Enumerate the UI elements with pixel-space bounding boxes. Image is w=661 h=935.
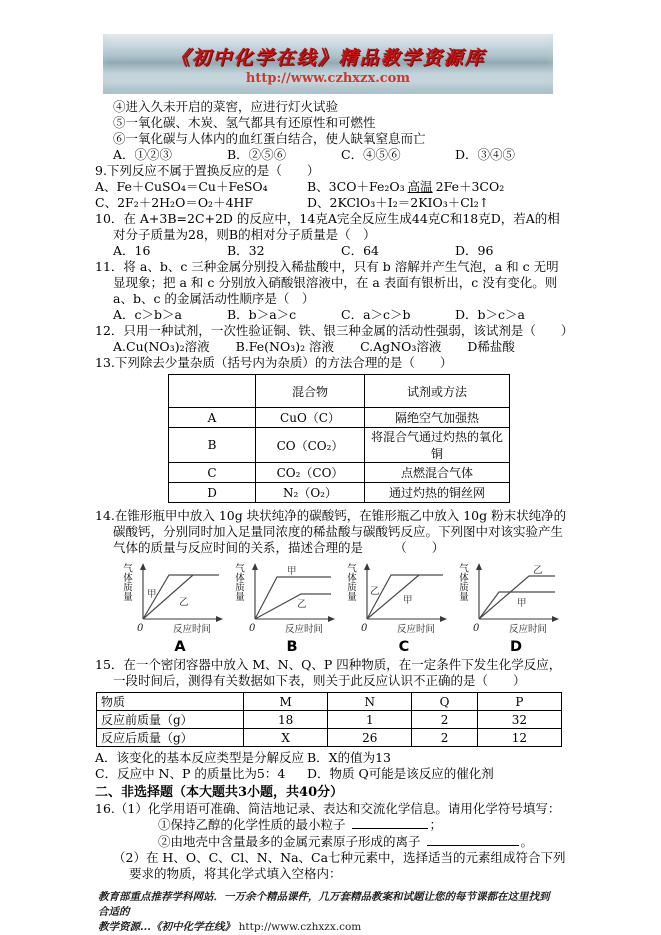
table-cell: CuO（C） xyxy=(256,408,365,428)
statement-circle4: ④进入久未开启的菜窖，应进行灯火试验 xyxy=(113,99,339,114)
q9-option-d: D、2KClO₃＋I₂＝2KIO₃＋Cl₂↑ xyxy=(307,195,490,210)
q16-part-2: （2）在 H、O、C、Cl、N、Na、Ca七种元素中，选择适当的元素组成符合下列要求的物质，将其化学式填入空格内： xyxy=(113,850,566,881)
table-cell xyxy=(169,375,256,408)
q9-option-a: A、Fe＋CuSO₄＝Cu＋FeSO₄ xyxy=(95,179,268,194)
table-cell: 18 xyxy=(244,711,328,729)
table-header-row xyxy=(97,693,562,711)
section-2-title: 二、非选择题（本大题共3小题，共40分） xyxy=(95,785,344,800)
question-8 xyxy=(95,99,569,163)
q9-stem: 9.下列反应不属于置换反应的是（ ） xyxy=(95,163,320,178)
footer-line-1: 教育部重点推荐学科网站．一万余个精品课件，几万套精品教案和试题让您的每节课都在这里找到合适的 xyxy=(98,891,550,918)
q10-stem: 10．在 A+3B=2C+2D 的反应中，14克A完全反应生成44克C和18克D，若A的相对分子质量为28，则B的相对分子质量是（ ） xyxy=(95,211,560,242)
q15-table xyxy=(96,692,562,747)
curve-label: 甲 xyxy=(286,566,297,577)
table-cell: 32 xyxy=(477,711,561,729)
footer-line-2: 教学资源...《初中化学在线》 xyxy=(98,921,235,933)
q15-option-b: B．X的值为13 xyxy=(307,750,391,765)
answer-blank-metal-ion[interactable] xyxy=(427,834,519,846)
table-cell: 隔绝空气加强热 xyxy=(365,408,510,428)
curve-label: 甲 xyxy=(516,598,527,609)
xaxis-label: 反应时间 xyxy=(396,624,435,635)
q16-sub1-punct: ； xyxy=(429,817,443,832)
q15-options-row-1 xyxy=(95,750,569,766)
banner-image xyxy=(103,34,553,94)
curve-label: 甲 xyxy=(146,589,157,600)
q9-options-row-2 xyxy=(95,195,569,211)
table-cell: X xyxy=(244,729,328,747)
table-cell: 2 xyxy=(412,729,477,747)
table-cell: B xyxy=(169,428,256,463)
q9-option-c: C、2F₂＋2H₂O＝O₂＋4HF xyxy=(95,195,254,210)
q11-option-d: D．b＞c＞a xyxy=(455,307,525,322)
q12-options-row xyxy=(95,339,569,355)
q16-sub-1 xyxy=(95,817,569,834)
q16-stem: 16.（1）化学用语可准确、简洁地记录、表达和交流化学信息。请用化学符号填写： xyxy=(95,801,561,816)
q8-option-b: B．②⑤⑥ xyxy=(227,147,287,162)
curve-label: 甲 xyxy=(402,595,413,606)
xaxis-label: 反应时间 xyxy=(284,624,323,635)
graph-A-plot xyxy=(131,561,227,637)
page-footer xyxy=(98,890,550,935)
table-cell: D xyxy=(169,483,256,503)
q9-option-b-products: 2Fe＋3CO₂ xyxy=(435,179,505,194)
table-cell: N₂（O₂） xyxy=(256,483,365,503)
q15-option-c: C．反应中 N、P 的质量比为5：4 xyxy=(95,766,286,781)
q16-sub2-punct: 。 xyxy=(520,833,534,849)
table-cell: 点燃混合气体 xyxy=(365,463,510,483)
table-cell: 反应前质量（g） xyxy=(97,711,244,729)
table-cell: CO（CO₂） xyxy=(256,428,365,463)
table-cell: 反应后质量（g） xyxy=(97,729,244,747)
table-row xyxy=(169,428,510,463)
graph-D-ylabel: 气体质量 xyxy=(456,563,468,601)
graph-D-plot xyxy=(467,561,563,637)
banner-title: 《初中化学在线》精品教学资源库 xyxy=(170,46,486,69)
q16-sub2-text: ②由地壳中含量最多的金属元素原子形成的离子 xyxy=(158,833,421,849)
graph-B-ylabel: 气体质量 xyxy=(232,563,244,601)
q9-options-row-1 xyxy=(95,179,569,195)
q15-options-row-2 xyxy=(95,766,569,782)
q12-stem: 12．只用一种试剂，一次性验证铜、铁、银三种金属的活动性强弱，该试剂是（ ） xyxy=(95,323,574,338)
q9-option-b xyxy=(307,179,504,195)
question-16 xyxy=(95,801,569,882)
question-11 xyxy=(95,259,569,323)
table-row xyxy=(97,711,562,729)
q14-stem-text: 14.在锥形瓶甲中放入 10g 块状纯净的碳酸钙，在锥形瓶乙中放入 10g 粉末状纯净的碳酸钙，分别同时加入足量同浓度的稀盐酸与碳酸钙反应。下列图中对该实验产生气体的质量与反应时间的关系，描述合理的是 xyxy=(95,508,567,555)
q9-option-b-reactants: B、3CO＋Fe₂O₃ xyxy=(307,179,405,194)
q15-stem: 15．在一个密闭容器中放入 M、N、Q、P 四种物质，在一定条件下发生化学反应，一段时间后，测得有关数据如下表，则关于此反应认识不正确的是（ ） xyxy=(95,657,562,688)
q8-option-d: D．③④⑤ xyxy=(455,147,516,162)
curve-label: 乙 xyxy=(178,597,189,608)
graph-C-letter: C xyxy=(398,639,410,655)
graph-C-plot xyxy=(355,561,451,637)
graph-B-letter: B xyxy=(286,639,298,655)
q16-sub1-text: ①保持乙醇的化学性质的最小粒子 xyxy=(158,817,346,832)
q8-option-c: C．④⑤⑥ xyxy=(341,147,401,162)
question-9 xyxy=(95,163,569,211)
graph-D-letter: D xyxy=(509,639,523,655)
statement-circle5: ⑤一氧化碳、木炭、氢气都具有还原性和可燃性 xyxy=(113,115,376,130)
question-10 xyxy=(95,211,569,259)
origin-label: 0 xyxy=(472,623,480,634)
graph-A-ylabel: 气体质量 xyxy=(120,563,132,601)
table-cell: P xyxy=(477,693,561,711)
table-cell: 通过灼热的铜丝网 xyxy=(365,483,510,503)
q16-sub-2 xyxy=(95,834,569,851)
table-row xyxy=(169,463,510,483)
table-cell: 1 xyxy=(328,711,412,729)
table-cell: 物质 xyxy=(97,693,244,711)
graph-D xyxy=(457,561,563,655)
table-row xyxy=(169,408,510,428)
q12-option-c: C.AgNO₃溶液 xyxy=(360,339,442,354)
graph-B-plot xyxy=(243,561,339,637)
curve-label: 乙 xyxy=(296,599,307,610)
q9-option-b-condition: 高温 xyxy=(407,179,433,194)
table-cell: 12 xyxy=(477,729,561,747)
q12-option-b: B.Fe(NO₃)₂ 溶液 xyxy=(235,339,335,354)
table-cell: CO₂（CO） xyxy=(256,463,365,483)
graph-A xyxy=(121,561,227,655)
q13-table xyxy=(168,374,510,503)
q14-stem xyxy=(95,508,569,556)
footer-url: http://www.czhxzx.com xyxy=(238,921,362,933)
table-header-row xyxy=(169,375,510,408)
origin-label: 0 xyxy=(248,623,256,634)
curve-label: 乙 xyxy=(532,565,543,576)
question-12 xyxy=(95,323,574,355)
q10-option-a: A．16 xyxy=(113,243,151,258)
graph-C-ylabel: 气体质量 xyxy=(344,563,356,601)
q12-option-a: A.Cu(NO₃)₂溶液 xyxy=(113,339,210,354)
question-14 xyxy=(95,508,569,655)
q11-option-c: C．a＞c＞b xyxy=(341,307,411,322)
q11-options-row xyxy=(95,307,569,323)
table-cell: 混合物 xyxy=(256,375,365,408)
q15-option-a: A．该变化的基本反应类型是分解反应 xyxy=(95,750,305,765)
q11-stem: 11．将 a、b、c 三种金属分别投入稀盐酸中，只有 b 溶解并产生气泡，a 和 c 无明显现象；把 a 和 c 分别放入硝酸银溶液中，在 a 表面有银析出，c 没有变化。则 a、b、c 的金属活动性顺序是（ ） xyxy=(95,259,559,306)
statement-circle6: ⑥一氧化碳与人体内的血红蛋白结合，使人缺氧窒息而亡 xyxy=(113,131,426,146)
table-cell: C xyxy=(169,463,256,483)
table-cell: 2 xyxy=(412,711,477,729)
graph-A-letter: A xyxy=(174,639,186,655)
table-cell: 26 xyxy=(328,729,412,747)
q14-graphs-row xyxy=(121,561,569,655)
table-cell: N xyxy=(328,693,412,711)
question-13 xyxy=(95,355,569,503)
graph-B xyxy=(233,561,339,655)
q8-option-a: A．①②③ xyxy=(113,147,173,162)
table-cell: 将混合气通过灼热的氧化铜 xyxy=(365,428,510,463)
table-cell: A xyxy=(169,408,256,428)
q10-option-d: D．96 xyxy=(455,243,494,258)
q8-options-row xyxy=(95,147,569,163)
answer-blank-ethanol-particle[interactable] xyxy=(352,817,428,829)
q14-answer-bracket: （ ） xyxy=(400,540,445,555)
xaxis-label: 反应时间 xyxy=(508,624,547,635)
q10-options-row xyxy=(95,243,569,259)
question-15 xyxy=(95,657,569,782)
q12-option-d: D稀盐酸 xyxy=(467,339,515,354)
q10-option-c: C．64 xyxy=(341,243,379,258)
q11-option-a: A．c＞b＞a xyxy=(113,307,182,322)
table-cell: Q xyxy=(412,693,477,711)
origin-label: 0 xyxy=(360,623,368,634)
table-row xyxy=(169,483,510,503)
banner-url: http://www.czhxzx.com xyxy=(245,70,411,86)
curve-label: 乙 xyxy=(369,586,380,597)
q13-stem: 13.下列除去少量杂质（括号内为杂质）的方法合理的是（ ） xyxy=(95,355,453,370)
q11-option-b: B．b＞a＞c xyxy=(227,307,297,322)
table-cell: 试剂或方法 xyxy=(365,375,510,408)
graph-C xyxy=(345,561,451,655)
q15-option-d: D．物质 Q可能是该反应的催化剂 xyxy=(307,766,494,781)
origin-label: 0 xyxy=(136,623,144,634)
table-cell: M xyxy=(244,693,328,711)
q10-option-b: B．32 xyxy=(227,243,265,258)
table-row xyxy=(97,729,562,747)
xaxis-label: 反应时间 xyxy=(172,624,211,635)
